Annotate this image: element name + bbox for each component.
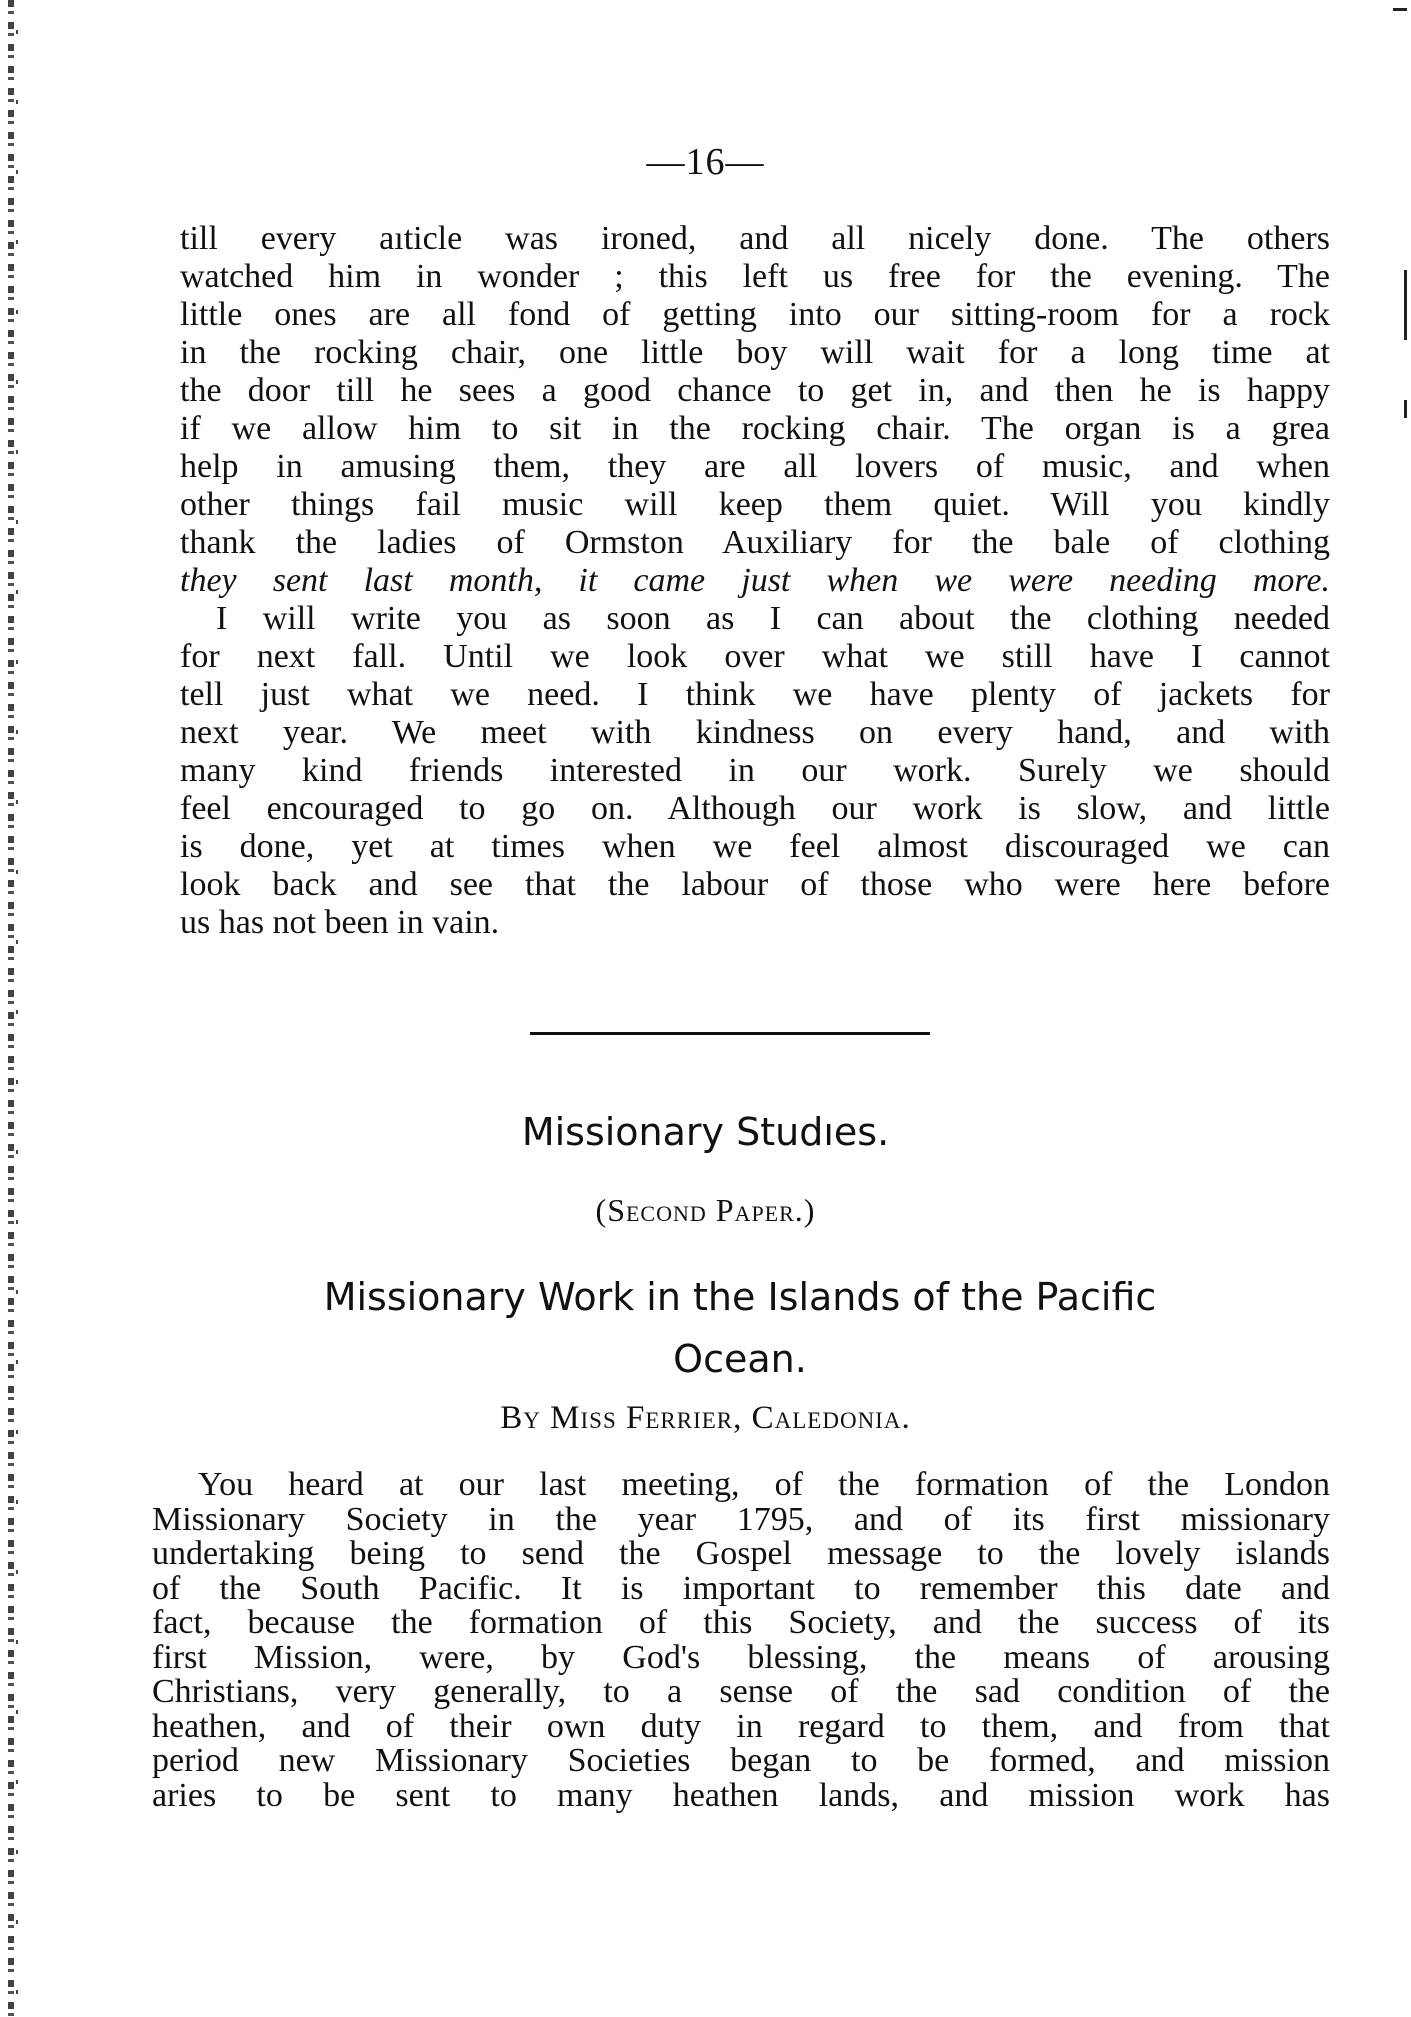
text-line: is done, yet at times when we feel almost discouraged we can bbox=[180, 828, 1330, 865]
text-line: help in amusing them, they are all lovers of music, and when bbox=[180, 448, 1330, 485]
text-line: Christians, very generally, to a sense of the sad condition of the bbox=[152, 1673, 1330, 1710]
text-line: I will write you as soon as I can about the clothing needed bbox=[216, 600, 1330, 637]
margin-mark bbox=[1404, 400, 1407, 418]
text-line: aries to be sent to many heathen lands, and mission work has bbox=[152, 1776, 1330, 1814]
section-subtitle: (Second Paper.) bbox=[595, 1192, 816, 1228]
letter-text bbox=[180, 220, 1330, 942]
text-line: they sent last month, it came just when we were needing more. bbox=[180, 562, 1330, 599]
text-line: You heard at our last meeting, of the formation of the London bbox=[198, 1466, 1330, 1503]
text-line: period new Missionary Societies began to be formed, and mission bbox=[152, 1742, 1330, 1779]
article-title-line: Missionary Work in the Islands of the Pacific bbox=[323, 1275, 1157, 1319]
text-line: tell just what we need. I think we have plenty of jackets for bbox=[180, 676, 1330, 713]
text-line: of the South Pacific. It is important to remember this date and bbox=[152, 1569, 1330, 1607]
text-line: other things fail music will keep them quiet. Will you kindly bbox=[180, 486, 1330, 523]
text-line: till every aıticle was ironed, and all nicely done. The others bbox=[180, 220, 1330, 257]
text-line: many kind friends interested in our work. Surely we should bbox=[180, 752, 1330, 789]
text-line: for next fall. Until we look over what we still have I cannot bbox=[180, 638, 1330, 675]
article-title-line: Ocean. bbox=[673, 1337, 807, 1381]
article-body bbox=[152, 1468, 1330, 1813]
binding-edge-speckle bbox=[16, 0, 18, 2017]
text-line: in the rocking chair, one little boy will wait for a long time at bbox=[180, 334, 1330, 371]
binding-edge bbox=[8, 0, 14, 2017]
text-line: little ones are all fond of getting into our sitting-room for a rock bbox=[180, 296, 1330, 333]
text-line: fact, because the formation of this Society, and the success of its bbox=[152, 1604, 1330, 1641]
margin-mark bbox=[1393, 8, 1407, 11]
page-number: —16— bbox=[646, 141, 765, 183]
text-line: watched him in wonder ; this left us free for the evening. The bbox=[180, 258, 1330, 295]
text-line: heathen, and of their own duty in regard to them, and from that bbox=[152, 1707, 1330, 1745]
margin-mark bbox=[1404, 270, 1407, 340]
article-title bbox=[150, 1266, 1330, 1390]
text-line: next year. We meet with kindness on every hand, and with bbox=[180, 714, 1330, 751]
text-line: first Mission, were, by God's blessing, the means of arousing bbox=[152, 1638, 1330, 1676]
text-line: the door till he sees a good chance to get in, and then he is happy bbox=[180, 372, 1330, 409]
section-title: Missionary Studıes. bbox=[521, 1110, 890, 1154]
text-line: thank the ladies of Ormston Auxiliary for the bale of clothing bbox=[180, 524, 1330, 561]
byline: By Miss Ferrier, Caledonia. bbox=[500, 1400, 911, 1436]
text-line: feel encouraged to go on. Although our work is slow, and little bbox=[180, 790, 1330, 827]
text-line: undertaking being to send the Gospel message to the lovely islands bbox=[152, 1535, 1330, 1572]
text-line: look back and see that the labour of those who were here before bbox=[180, 866, 1330, 903]
text-line: us has not been in vain. bbox=[180, 904, 500, 941]
text-line: Missionary Society in the year 1795, and of its first missionary bbox=[152, 1500, 1330, 1538]
section-divider bbox=[530, 1032, 930, 1035]
text-line: if we allow him to sit in the rocking chair. The organ is a grea bbox=[180, 410, 1330, 447]
